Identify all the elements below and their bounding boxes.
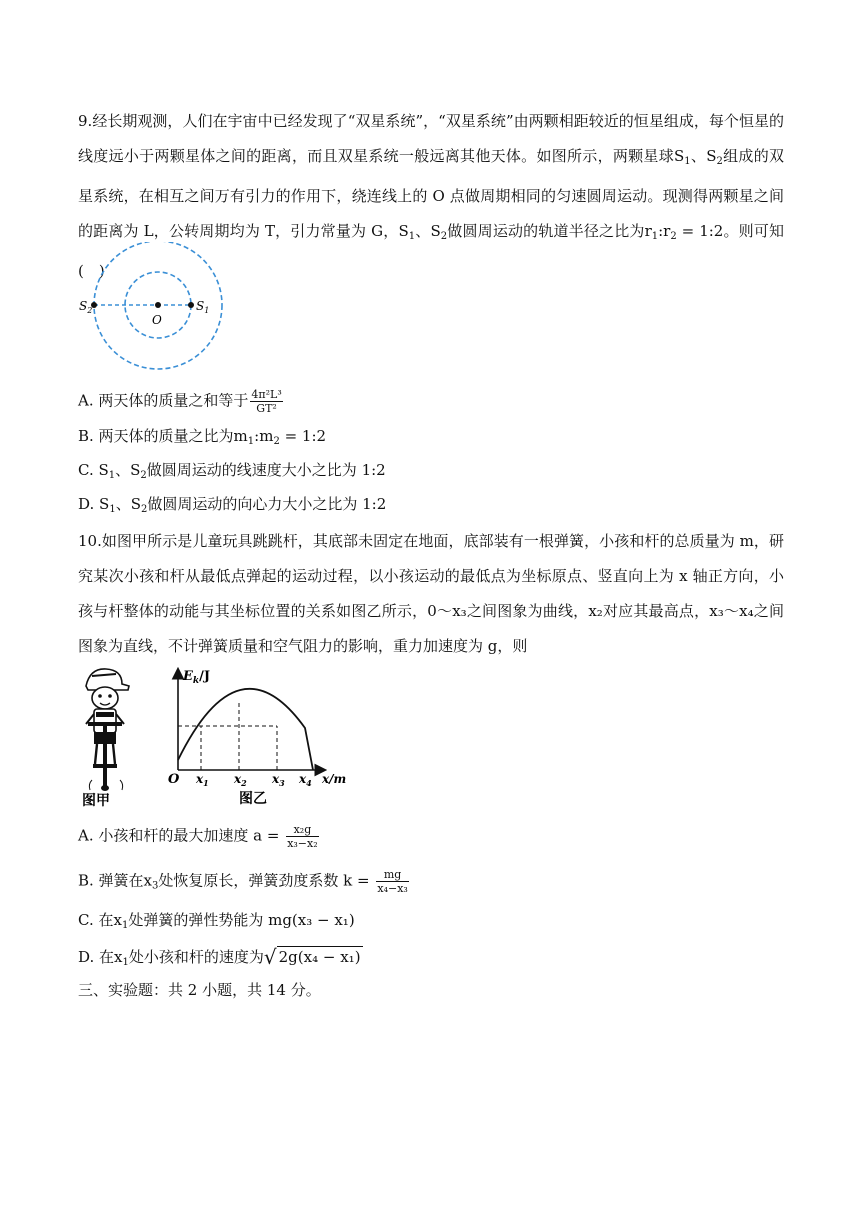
x-axis-label: x/m (322, 772, 347, 786)
tick-x3: $x_3$ (272, 772, 285, 788)
q9-option-c[interactable]: C. $S_1$、$S_2$做圆周运动的线速度大小之比为 1:2 (78, 461, 386, 481)
q10-option-a[interactable]: A. 小孩和杆的最大加速度 a = $\frac{\text{x₂g}}{\text{x₃−x₂}}$ (78, 823, 318, 850)
label-s2: $S_2$ (79, 299, 93, 315)
q10-stem: 10.如图甲所示是儿童玩具跳跳杆，其底部未固定在地面，底部装有一根弹簧，小孩和杆的总质量为 m，研究某次小孩和杆从最低点弹起的运动过程，以小孩运动的最低点为坐标原点、竖直向上为 x 轴正方向，小孩与杆整体的动能与其坐标位置的关系如图乙所示，0～x₃之间图象为曲线，x₂对应其最高点，x₃～x₄之间图象为直线，不计弹簧质量和空气阻力的影响，重力加速度为 g，则 (78, 532, 784, 655)
center-o-dot (155, 302, 161, 308)
y-axis-label: $E_k/J$ (183, 669, 211, 686)
ek-curve (178, 689, 313, 770)
caption-jia: 图甲 (82, 793, 110, 809)
label-s1: $S_1$ (196, 299, 210, 315)
q10-option-d[interactable]: D. 在$x_1$处小孩和杆的速度为√ 2g(x₄ − x₁) (78, 945, 361, 969)
pogo-kid-figure (76, 664, 136, 809)
section-3-heading: 三、实验题：共 2 小题，共 14 分。 (78, 981, 321, 999)
q9-option-a[interactable]: A. 两天体的质量之和等于 $\frac{\text{4π²L³}}{\text{GT²}}$ (78, 388, 282, 415)
q9-option-b[interactable]: B. 两天体的质量之比为$m_1:m_2$ = 1:2 (78, 427, 327, 447)
binary-star-figure (76, 242, 228, 370)
origin-label: O (168, 772, 180, 787)
ek-vs-x-graph (166, 662, 356, 810)
q10-option-b[interactable]: B. 弹簧在$x_3$处恢复原长，弹簧劲度系数 k = $\frac{mg}{\text{x₄−x₃}}$ (78, 868, 408, 895)
sqrt-sign: √ (263, 945, 277, 969)
tick-x2: $x_2$ (234, 772, 247, 788)
star-s1-dot (188, 302, 194, 308)
q9-stem: 9.经长期观测，人们在宇宙中已经发现了“双星系统”，“双星系统”由两颗相距较近的恒星组成，每个恒星的线度远小于两颗星体之间的距离，而且双星系统一般远离其他天体。如图所示，两颗星球$S_1$、$S_2$组成的双星系统，在相互之间万有引力的作用下，绕连线上的 O 点做周期相同的匀速圆周运动。现测得两颗星之间的距离为 L，公转周期均为 T，引力常量为 G，$S_1$、$S_2$做圆周运动的轨道半径之比为$r_1:r_2$ = 1:2。则可知( ) (78, 112, 785, 280)
label-o: O (152, 313, 162, 327)
tick-x4: $x_4$ (299, 772, 312, 788)
q9-option-d[interactable]: D. $S_1$、$S_2$做圆周运动的向心力大小之比为 1:2 (78, 495, 387, 515)
q10-option-c[interactable]: C. 在$x_1$处弹簧的弹性势能为 mg(x₃ − x₁) (78, 911, 355, 931)
caption-yi: 图乙 (239, 791, 267, 807)
tick-x1: $x_1$ (196, 772, 209, 788)
